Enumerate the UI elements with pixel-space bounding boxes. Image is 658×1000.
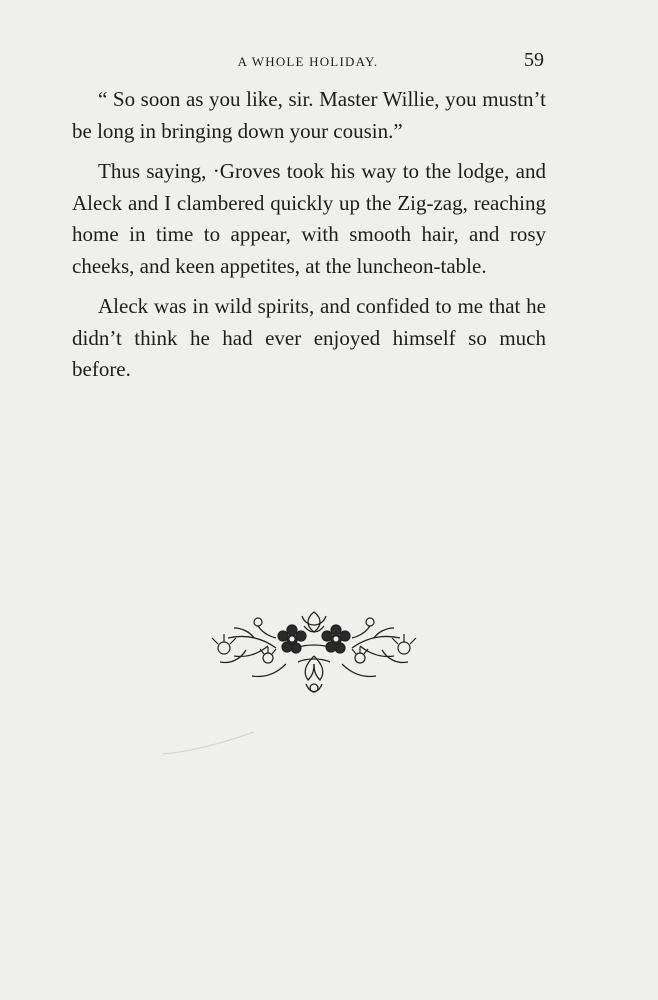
paragraph-1: “ So soon as you like, sir. Master Willie, you mustn’t be long in bringing down your cousin.” bbox=[72, 87, 546, 143]
running-head bbox=[72, 50, 544, 74]
body-text bbox=[72, 84, 546, 395]
running-title: A WHOLE HOLIDAY. bbox=[237, 54, 379, 69]
paragraph-3: Aleck was in wild spirits, and confided to me that he didn’t think he had ever enjoyed himself so much before. bbox=[72, 294, 546, 381]
page-number: 59 bbox=[524, 49, 544, 71]
stray-pencil-mark bbox=[160, 728, 256, 758]
floral-tailpiece-icon bbox=[206, 604, 422, 700]
paragraph-2: Thus saying, ·Groves took his way to the lodge, and Aleck and I clambered quickly up the Zig-zag, reaching home in time to appear, with smooth hair, and rosy cheeks, and keen appetites, at the luncheon-table. bbox=[72, 159, 546, 278]
